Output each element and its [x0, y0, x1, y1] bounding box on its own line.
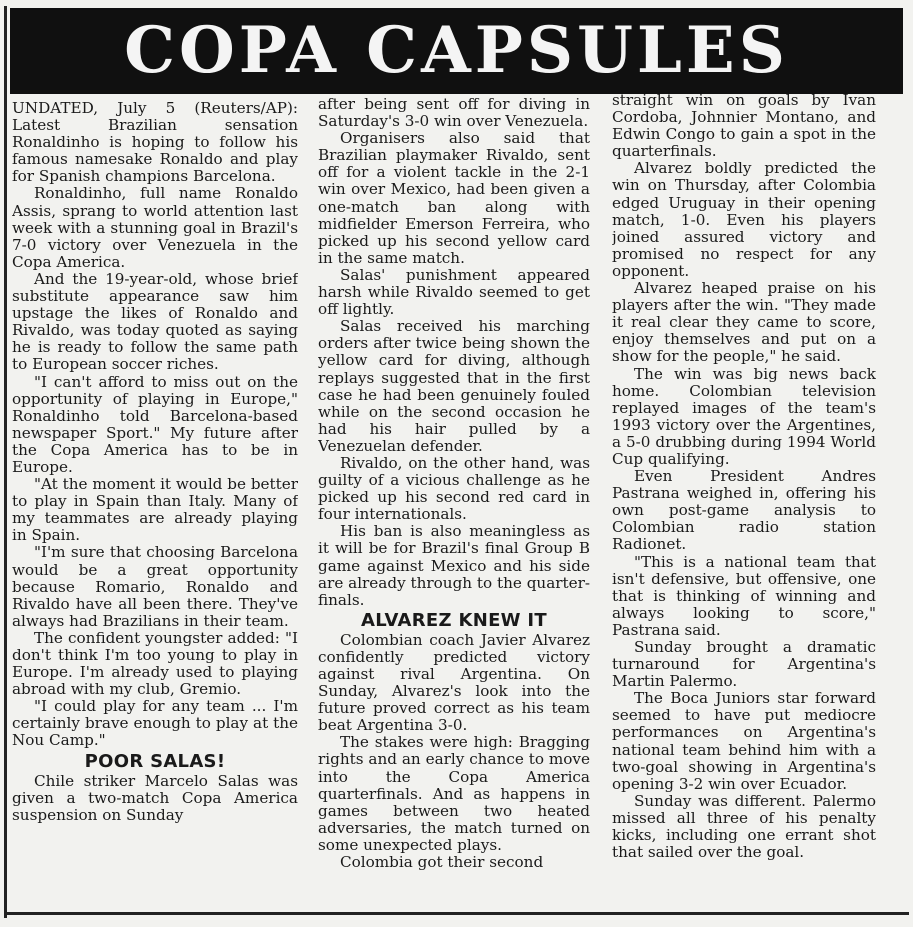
bottom-rule [4, 912, 909, 915]
subheading-alvarez-knew-it: ALVAREZ KNEW IT [361, 609, 547, 631]
page-title: COPA CAPSULES [124, 13, 789, 88]
paragraph: The win was big news back home. Colombian television replayed images of the team's 1993 victory over the Argentines, a 5-0 drubbing during 1994 World Cup qualifying. [612, 364, 876, 468]
paragraph: "I'm sure that choosing Barcelona would be a great opportunity because Romario, Ronaldo and Rivaldo have all been there. They've always had Brazilians in their team. [12, 543, 298, 630]
paragraph: Even President Andres Pastrana weighed in, offering his own post-game analysis to Colombian radio station Radionet. [612, 467, 876, 554]
paragraph: Alvarez heaped praise on his players after the win. "They made it real clear they came to score, enjoy themselves and put on a show for the people," he said. [612, 279, 876, 366]
paragraph: "This is a national team that isn't defensive, but offensive, one that is thinking of winning and always looking to score," Pastrana said. [612, 552, 876, 639]
paragraph: "I could play for any team ... I'm certainly brave enough to play at the Nou Camp." [12, 697, 298, 750]
article-column-3 [612, 92, 876, 900]
paragraph: And the 19-year-old, whose brief substitute appearance saw him upstage the likes of Ronaldo and Rivaldo, was today quoted as saying he is ready to follow the same path to European soccer riches. [12, 269, 298, 374]
paragraph: Chile striker Marcelo Salas was given a two-match Copa America suspension on Sunday [12, 771, 298, 824]
paragraph: Colombian coach Javier Alvarez confidently predicted victory against rival Argentina. On Sunday, Alvarez's look into the future proved correct as his team beat Argentina 3-0. [318, 630, 590, 735]
paragraph: Sunday was different. Palermo missed all three of his penalty kicks, including one errant shot that sailed over the goal. [612, 791, 876, 862]
paragraph: Sunday brought a dramatic turnaround for Argentina's Martin Palermo. [612, 638, 876, 691]
paragraph: Rivaldo, on the other hand, was guilty of a vicious challenge as he picked up his second red card in four internationals. [318, 453, 590, 524]
paragraph: The Boca Juniors star forward seemed to have put mediocre performances on Argentina's national team behind him with a two-goal showing in Argentina's opening 3-2 win over Ecuador. [612, 689, 876, 793]
paragraph: UNDATED, July 5 (Reuters/AP): Latest Brazilian sensation Ronaldinho is hoping to follow his famous namesake Ronaldo and play for Spanish champions Barcelona. [12, 100, 298, 186]
paragraph: after being sent off for diving in Saturday's 3-0 win over Venezuela. [318, 96, 590, 131]
article-column-2 [318, 96, 590, 904]
paragraph: "At the moment it would be better to play in Spain than Italy. Many of my teammates are already playing in Spain. [12, 475, 298, 545]
left-column-rule [4, 6, 7, 918]
paragraph: The confident youngster added: "I don't think I'm too young to play in Europe. I'm already used to playing abroad with my club, Gremio. [12, 628, 298, 699]
paragraph: Colombia got their second [340, 853, 544, 872]
paragraph: Organisers also said that Brazilian playmaker Rivaldo, sent off for a violent tackle in the 2-1 win over Mexico, had been given a one-match ban along with midfielder Emerson Ferreira, who picked up his second yellow card in the same match. [318, 129, 590, 267]
paragraph: Salas' punishment appeared harsh while Rivaldo seemed to get off lightly. [318, 265, 590, 319]
paragraph: His ban is also meaningless as it will be for Brazil's final Group B game against Mexico and his side are already through to the quarter-finals. [318, 522, 590, 609]
paragraph: Ronaldinho, full name Ronaldo Assis, sprang to world attention last week with a stunning goal in Brazil's 7-0 victory over Venezuela in the Copa America. [12, 184, 298, 271]
subheading-poor-salas: POOR SALAS! [84, 750, 226, 772]
article-column-1 [12, 100, 298, 908]
headline-banner [10, 8, 903, 94]
paragraph: straight win on goals by Ivan Cordoba, Johnnier Montano, and Edwin Congo to gain a spot in the quarterfinals. [612, 92, 876, 161]
paragraph: "I can't afford to miss out on the opportunity of playing in Europe," Ronaldinho told Barcelona-based newspaper Sport." My future after the Copa America has to be in Europe. [12, 372, 298, 476]
paragraph: Salas received his marching orders after twice being shown the yellow card for diving, although replays suggested that in the first case he had been genuinely fouled while on the second occasion he had his hair pulled by a Venezuelan defender. [318, 317, 590, 455]
paragraph: The stakes were high: Bragging rights and an early chance to move into the Copa America quarterfinals. And as happens in games between two heated adversaries, the match turned on some unexpected plays. [318, 733, 590, 854]
paragraph: Alvarez boldly predicted the win on Thursday, after Colombia edged Uruguay in their opening match, 1-0. Even his players joined assured victory and promised no respect for any opponent. [612, 159, 876, 280]
